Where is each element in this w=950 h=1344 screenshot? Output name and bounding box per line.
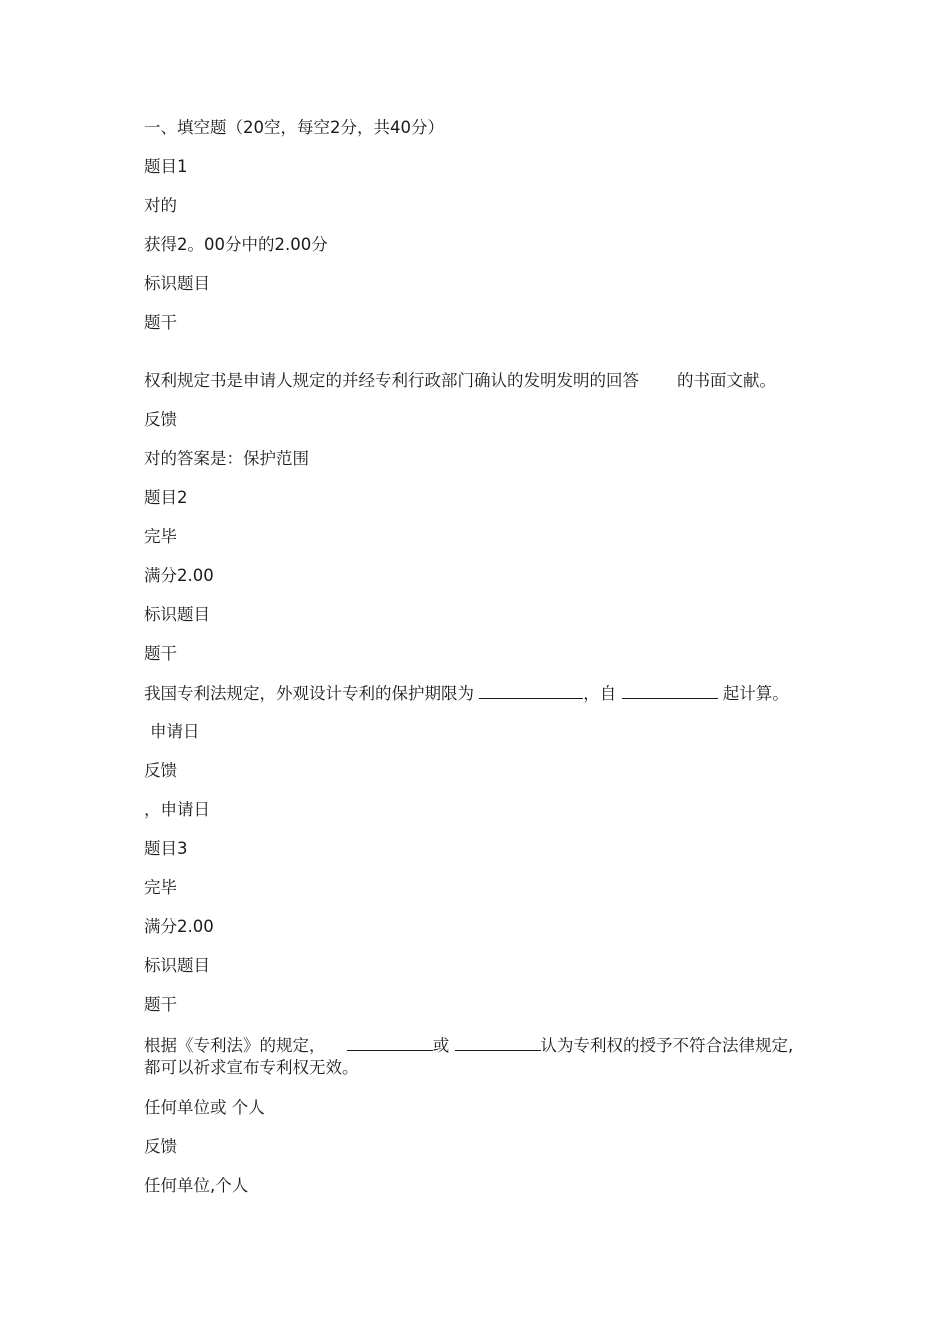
question-2-flag[interactable]: 标识题目 — [144, 605, 210, 624]
question-3-label: 题目3 — [144, 839, 188, 858]
question-1-feedback-label: 反馈 — [144, 410, 177, 429]
stem-text: 我国专利法规定，外观设计专利的保护期限为 — [144, 684, 474, 703]
stem-text: 权利规定书是申请人规定的并经专利行政部门确认的发明发明的回答 — [144, 371, 639, 390]
question-2-status: 完毕 — [144, 527, 177, 546]
question-3-flag[interactable]: 标识题目 — [144, 956, 210, 975]
question-1-score: 获得2。00分中的2.00分 — [144, 235, 328, 254]
question-1-label: 题目1 — [144, 157, 188, 176]
stem-text: 根据《专利法》的规定， — [144, 1036, 326, 1055]
question-2-stem — [144, 682, 789, 705]
stem-text: ，自 — [583, 684, 617, 703]
question-2-answer: 申请日 — [150, 722, 200, 741]
question-1-stem-label: 题干 — [144, 313, 177, 332]
stem-text: 或 — [432, 1036, 450, 1055]
answer-blank[interactable] — [347, 1034, 433, 1051]
question-3-status: 完毕 — [144, 878, 177, 897]
question-1-feedback: 对的答案是：保护范围 — [144, 449, 309, 468]
question-1-stem — [144, 370, 776, 392]
question-3-score: 满分2.00 — [144, 917, 214, 936]
question-2-feedback: ，申请日 — [144, 800, 210, 819]
question-3-feedback: 任何单位,个人 — [144, 1176, 249, 1195]
question-2-label: 题目2 — [144, 488, 188, 507]
stem-text: 的书面文献。 — [677, 371, 776, 390]
stem-text: 认为专利权的授予不符合法律规定,都可以祈求宣布专利权无效。 — [144, 1036, 794, 1077]
stem-text: 起计算。 — [722, 684, 789, 703]
question-1-status: 对的 — [144, 196, 177, 215]
question-2-score: 满分2.00 — [144, 566, 214, 585]
question-3-answer: 任何单位或 个人 — [144, 1098, 265, 1117]
question-2-feedback-label: 反馈 — [144, 761, 177, 780]
question-3-stem — [144, 1034, 809, 1079]
answer-blank[interactable] — [479, 682, 583, 699]
question-3-stem-label: 题干 — [144, 995, 177, 1014]
answer-blank[interactable] — [622, 682, 718, 699]
question-3-feedback-label: 反馈 — [144, 1137, 177, 1156]
question-2-stem-label: 题干 — [144, 644, 177, 663]
question-1-flag[interactable]: 标识题目 — [144, 274, 210, 293]
answer-blank[interactable] — [455, 1034, 541, 1051]
section-title: 一、填空题（20空，每空2分，共40分） — [144, 118, 444, 137]
